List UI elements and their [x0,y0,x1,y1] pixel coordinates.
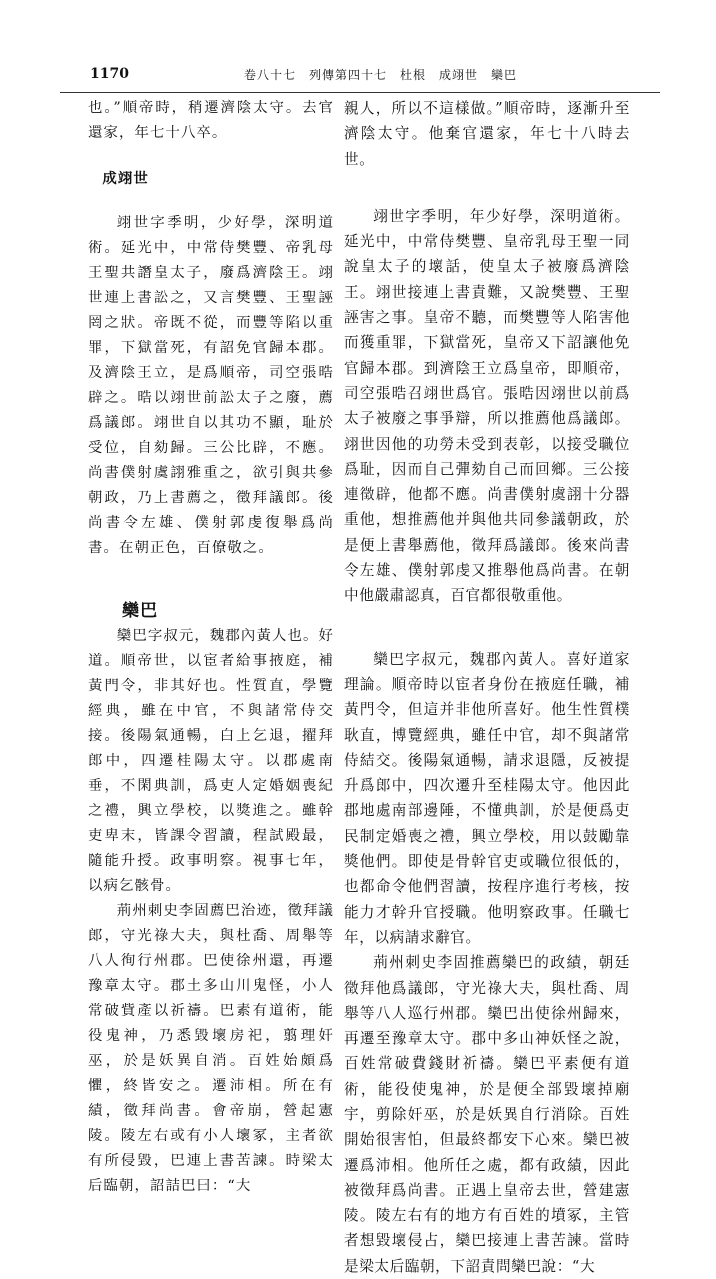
paragraph-biography: 翊世字季明，少好學，深明道術。延光中，中常侍樊豐、帝乳母王聖共譖皇太子，廢爲濟陰王。翊世連上書訟之，又言樊豐、王聖誣罔之狀。帝既不從，而豐等陷以重罪，下獄當死，有詔免官歸本郡。及濟陰王立，是爲順帝，司空張晧辟之。晧以翊世前訟太子之廢，薦爲議郎。翊世自以其功不顯，耻於受位，自劾歸。三公比辟，不應。尚書僕射虞詡雅重之，欲引與共參朝政，乃上書薦之，徵拜議郎。後尚書令左雄、僕射郭虔復舉爲尚書。在朝正色，百僚敬之。 [88,215,334,556]
paragraph-continuation: 親人，所以不這樣做。”順帝時，逐漸升至濟陰太守。他棄官還家，年七十八時去世。 [344,100,630,168]
paragraph-translation: 翊世字季明，年少好學，深明道術。延光中，中常侍樊豐、皇帝乳母王聖一同說皇太子的壞話，使皇太子被廢爲濟陰王。翊世接連上書責難，又說樊豐、王聖誣害之事。皇帝不聽，而樊豐等人陷害他而獲重罪，下獄當死，皇帝又下詔讓他免官歸本郡。到濟陰王立爲皇帝，即順帝，司空張晧召翊世爲官。張晧因翊世以前爲太子被廢之事爭辯，所以推薦他爲議郎。翊世因他的功勞未受到表彰，以接受職位爲耻，因而自己彈劾自己而回鄉。三公接連徵辟，他都不應。尚書僕射虞詡十分器重他，想推薦他并與他共同參議朝政，於是便上書舉薦他，徵拜爲議郎。後來尚書令左雄、僕射郭虔又推舉他爲尚書。在朝中他嚴肅認真，百官都很敬重他。 [344,207,630,605]
section-heading-cheng-yishi: 成翊世 [102,170,149,187]
translation-text-column [344,96,630,1275]
classical-text-column [88,96,334,1194]
running-head: 卷八十七 列傳第四十七 杜根 成翊世 欒巴 [244,68,518,82]
page-number: 1170 [90,66,129,82]
section-heading-luan-ba: 欒巴 [122,601,159,621]
paragraph-biography: 欒巴字叔元，魏郡內黃人也。好道。順帝世，以宦者給事掖庭，補黃門令，非其好也。性質直，學覽經典，雖在中官，不與諸常侍交接。後陽氣通暢，白上乞退，擢拜郎中，四遷桂陽太守。以郡處南垂，不閑典訓，爲吏人定婚姻喪紀之禮，興立學校，以獎進之。雖幹吏卑末，皆課令習讀，程試殿最，隨能升授。政事明察。視事七年，以病乞骸骨。 [88,628,334,894]
paragraph-translation: 荊州刺史李固推薦欒巴的政績，朝廷徵拜他爲議郎，守光祿大夫，與杜喬、周舉等八人巡行州郡。欒巴出使徐州歸來，再遷至豫章太守。郡中多山神妖怪之說，百姓常破費錢財祈禱。欒巴平素便有道術，能役使鬼神，於是便全部毀壞掉廟宇，剪除奸巫，於是妖異自行消除。百姓開始很害怕，但最終都安下心來。欒巴被遷爲沛相。他所任之處，都有政績，因此被徵拜爲尚書。正遇上皇帝去世，營建憲陵。陵左右有的地方有百姓的墳冢，主管者想毀壞侵占，欒巴接連上書苦諫。當時是梁太后臨朝，下詔責問欒巴說：“大 [344,954,630,1275]
paragraph-biography: 荊州刺史李固薦巴治迹，徵拜議郎，守光祿大夫，與杜喬、周舉等八人徇行州郡。巴使徐州還，再遷豫章太守。郡土多山川鬼怪，小人常破貲產以祈禱。巴素有道術，能役鬼神，乃悉毀壞房祀，翦理奸巫，於是妖異自消。百姓始頗爲懼，終皆安之。遷沛相。所在有績，徵拜尚書。會帝崩，營起憲陵。陵左右或有小人壞冢，主者欲有所侵毀，巴連上書苦諫。時梁太后臨朝，詔詰巴曰：“大 [88,903,334,1194]
page-header [60,60,660,90]
paragraph-translation: 欒巴字叔元，魏郡內黃人。喜好道家理論。順帝時以宦者身份在掖庭任職，補黃門令，但這并非他所喜好。他生性質樸耿直，博覽經典，雖任中官，却不與諸常侍結交。後陽氣通暢，請求退隱，反被提升爲郎中，四次遷升至桂陽太守。他因此郡地處南部邊陲，不懂典訓，於是便爲吏民制定婚喪之禮，興立學校，用以鼓勵靠獎他們。即使是骨幹官吏或職位很低的，也都命令他們習讀，按程序進行考核，按能力才幹升官授職。他明察政事。任職七年，以病請求辭官。 [344,650,630,946]
header-rule [60,92,660,93]
paragraph-continuation: 也。”順帝時，稍遷濟陰太守。去官還家，年七十八卒。 [88,100,334,141]
